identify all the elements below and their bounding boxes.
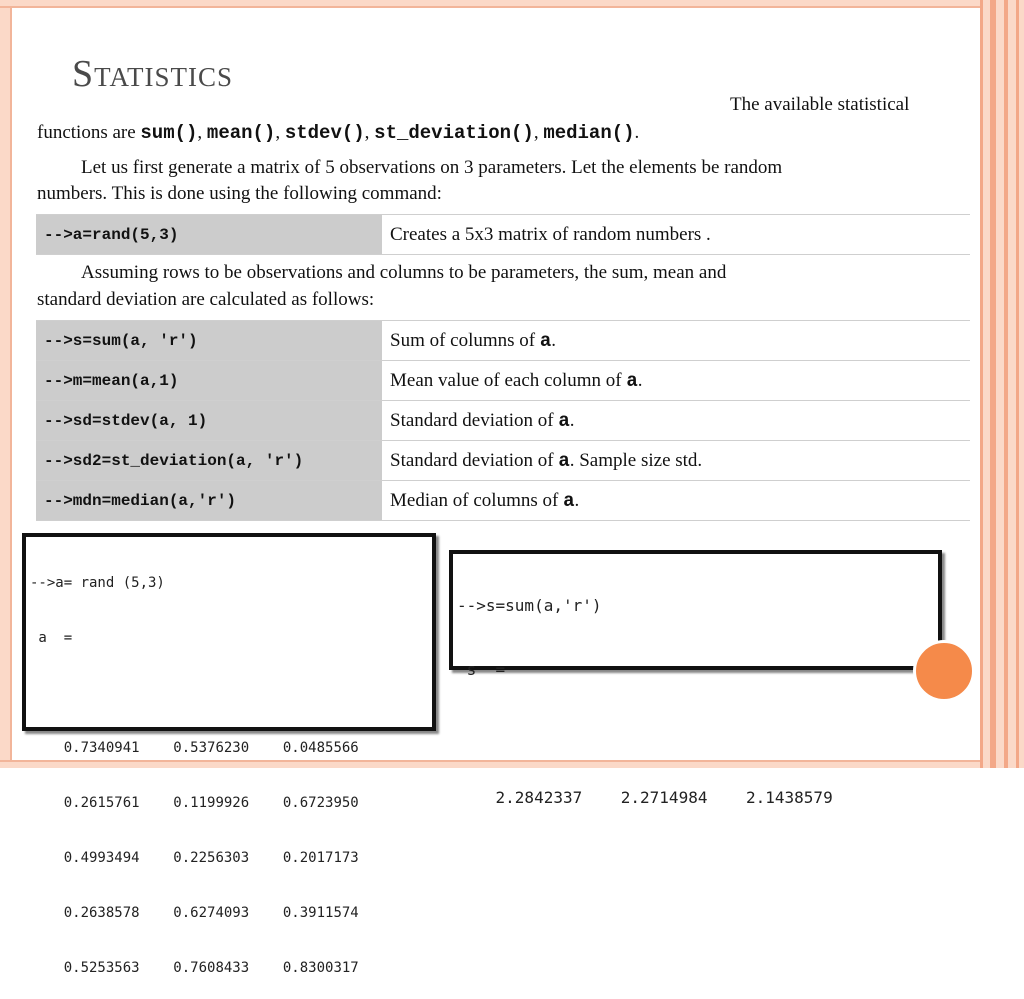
matrix-row: 0.2615761 0.1199926 0.6723950: [63, 795, 359, 811]
console-command: -->a= rand (5,3): [30, 575, 165, 591]
description-cell: Mean value of each column of a.: [382, 361, 970, 401]
description-cell: Sum of columns of a.: [382, 321, 970, 361]
table-row: [36, 401, 970, 441]
para1-prefix: functions are: [37, 122, 136, 143]
func-mean: mean(): [206, 122, 276, 144]
command-cell: -->m=mean(a,1): [36, 361, 382, 401]
command-cell: -->mdn=median(a,'r'): [36, 481, 382, 521]
console-output-rand: [22, 533, 436, 976]
func-median: median(): [543, 122, 635, 144]
matrix-row: 0.5253563 0.7608433 0.8300317: [63, 960, 359, 976]
console-output-sum: [449, 550, 942, 807]
slide-frame-left: [0, 0, 12, 768]
description-cell: Median of columns of a.: [382, 481, 970, 521]
sum-row: 2.2842337 2.2714984 2.1438579: [495, 788, 833, 807]
description-cell: Standard deviation of a. Sample size std.: [382, 441, 970, 481]
command-table-1: [36, 214, 970, 255]
func-stdev: stdev(): [284, 122, 365, 144]
para3-line2: standard deviation are calculated as follows:: [37, 289, 375, 310]
para1-line1: The available statistical: [730, 94, 910, 115]
console-variable: a =: [30, 630, 73, 646]
command-cell: -->sd=stdev(a, 1): [36, 401, 382, 441]
slide-title: Statistics: [72, 53, 233, 95]
description-cell: Creates a 5x3 matrix of random numbers .: [382, 215, 970, 255]
table-row: [36, 361, 970, 401]
command-cell: -->a=rand(5,3): [36, 215, 382, 255]
para2-line1: Let us first generate a matrix of 5 observations on 3 parameters. Let the elements be random: [81, 157, 783, 178]
command-table-2: [36, 320, 970, 521]
para2-line2: numbers. This is done using the following command:: [37, 183, 442, 204]
command-cell: -->sd2=st_deviation(a, 'r'): [36, 441, 382, 481]
decorative-circle: [913, 640, 975, 702]
para1-line2: functions are sum(), mean(), stdev(), st_deviation(), median().: [37, 122, 640, 144]
table-row: [36, 321, 970, 361]
table-row: [36, 215, 970, 255]
table-row: [36, 481, 970, 521]
matrix-row: 0.7340941 0.5376230 0.0485566: [63, 740, 359, 756]
description-cell: Standard deviation of a.: [382, 401, 970, 441]
matrix-row: 0.4993494 0.2256303 0.2017173: [63, 850, 359, 866]
slide-frame-top: [0, 0, 984, 8]
func-sum: sum(): [140, 122, 198, 144]
console-command: -->s=sum(a,'r'): [457, 596, 602, 615]
slide-frame-right: [980, 0, 1024, 768]
matrix-row: 0.2638578 0.6274093 0.3911574: [63, 905, 359, 921]
para3-line1: Assuming rows to be observations and columns to be parameters, the sum, mean and: [81, 262, 727, 283]
console-variable: s =: [457, 660, 506, 679]
table-row: [36, 441, 970, 481]
command-cell: -->s=sum(a, 'r'): [36, 321, 382, 361]
func-st-deviation: st_deviation(): [374, 122, 534, 144]
